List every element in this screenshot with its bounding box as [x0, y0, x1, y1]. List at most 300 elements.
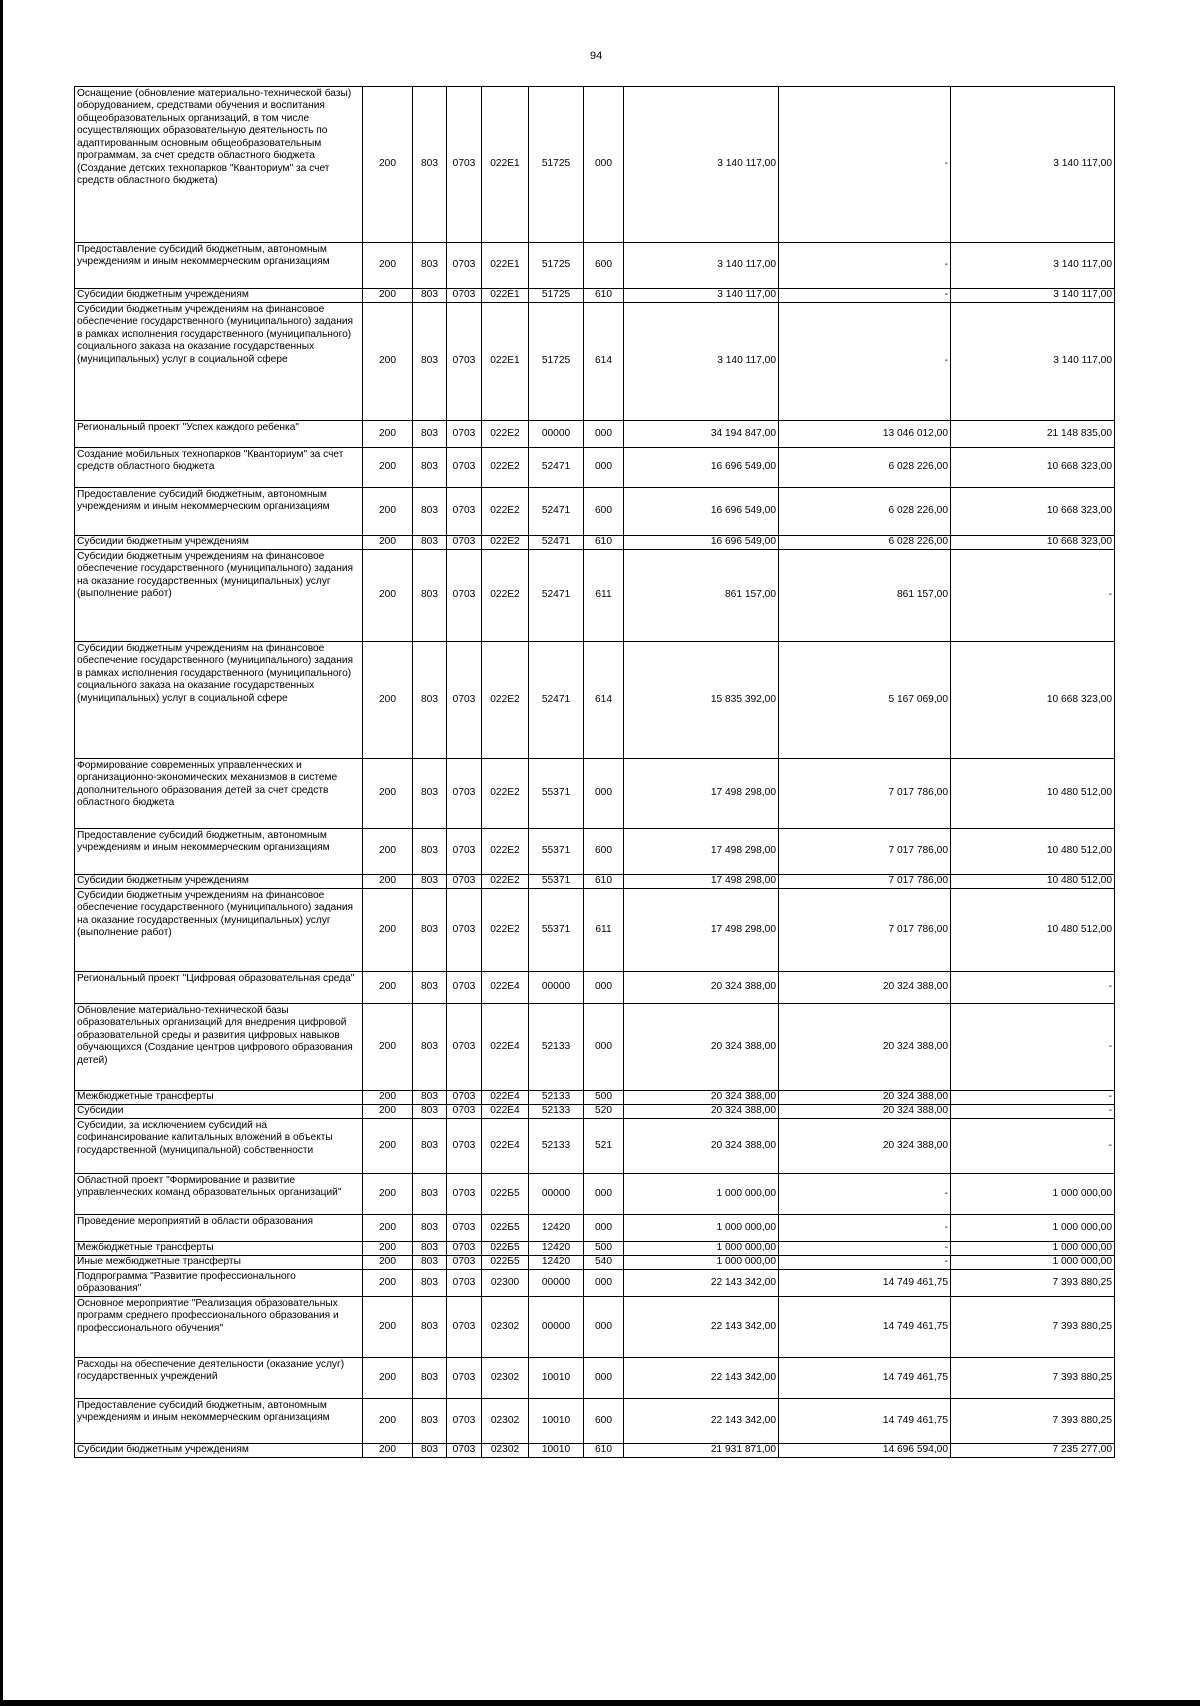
- cell-total-amount: 21 931 871,00: [624, 1443, 779, 1457]
- cell-amount-1: 6 028 226,00: [779, 488, 951, 536]
- table-row: [75, 1119, 1115, 1174]
- table-row: [75, 289, 1115, 303]
- cell-total-amount: 20 324 388,00: [624, 1004, 779, 1091]
- table-row: [75, 1215, 1115, 1242]
- cell-amount-2: 3 140 117,00: [951, 87, 1115, 243]
- cell-direction-code: 00000: [529, 1270, 584, 1297]
- cell-direction-code: 52133: [529, 1119, 584, 1174]
- cell-direction-code: 51725: [529, 303, 584, 421]
- table-row: [75, 87, 1115, 243]
- row-description: Межбюджетные трансферты: [75, 1091, 363, 1105]
- cell-subsection: 0703: [447, 1105, 482, 1119]
- cell-expense-type: 540: [584, 1256, 624, 1270]
- cell-grbs: 200: [363, 488, 413, 536]
- cell-subsection: 0703: [447, 1398, 482, 1443]
- cell-amount-2: 10 668 323,00: [951, 536, 1115, 550]
- cell-direction-code: 52471: [529, 536, 584, 550]
- table-row: [75, 889, 1115, 972]
- row-description: Обновление материально-технической базы образовательных организаций для внедрения цифровой образовательной среды и развития цифровых навыков обучающихся (Создание центров цифрового образования детей): [75, 1004, 363, 1091]
- cell-program-code: 02302: [482, 1296, 529, 1357]
- table-row: [75, 1296, 1115, 1357]
- cell-program-code: 022E2: [482, 421, 529, 448]
- cell-grbs: 200: [363, 243, 413, 289]
- cell-section: 803: [413, 1004, 447, 1091]
- cell-total-amount: 1 000 000,00: [624, 1256, 779, 1270]
- cell-subsection: 0703: [447, 303, 482, 421]
- cell-subsection: 0703: [447, 1256, 482, 1270]
- cell-direction-code: 55371: [529, 759, 584, 829]
- cell-total-amount: 34 194 847,00: [624, 421, 779, 448]
- cell-amount-2: 10 668 323,00: [951, 642, 1115, 759]
- cell-program-code: 02302: [482, 1398, 529, 1443]
- cell-program-code: 022E1: [482, 243, 529, 289]
- cell-amount-1: 20 324 388,00: [779, 1119, 951, 1174]
- table-row: [75, 421, 1115, 448]
- cell-total-amount: 3 140 117,00: [624, 289, 779, 303]
- row-description: Иные межбюджетные трансферты: [75, 1256, 363, 1270]
- cell-total-amount: 3 140 117,00: [624, 303, 779, 421]
- cell-section: 803: [413, 550, 447, 642]
- table-row: [75, 1256, 1115, 1270]
- cell-amount-1: 5 167 069,00: [779, 642, 951, 759]
- cell-grbs: 200: [363, 1105, 413, 1119]
- cell-program-code: 022E4: [482, 1105, 529, 1119]
- cell-subsection: 0703: [447, 87, 482, 243]
- row-description: Субсидии бюджетным учреждениям: [75, 875, 363, 889]
- cell-program-code: 02302: [482, 1443, 529, 1457]
- cell-subsection: 0703: [447, 1242, 482, 1256]
- cell-direction-code: 00000: [529, 421, 584, 448]
- row-description: Субсидии бюджетным учреждениям на финансовое обеспечение государственного (муниципального) задания в рамках исполнения государственного (муниципального) социального заказа на оказание государственных (муниципальных) услуг в социальной сфере: [75, 303, 363, 421]
- cell-grbs: 200: [363, 87, 413, 243]
- cell-expense-type: 610: [584, 536, 624, 550]
- cell-grbs: 200: [363, 759, 413, 829]
- cell-expense-type: 000: [584, 1296, 624, 1357]
- cell-total-amount: 22 143 342,00: [624, 1398, 779, 1443]
- cell-amount-1: 7 017 786,00: [779, 889, 951, 972]
- cell-amount-2: -: [951, 1004, 1115, 1091]
- cell-grbs: 200: [363, 1004, 413, 1091]
- cell-expense-type: 000: [584, 1174, 624, 1215]
- cell-subsection: 0703: [447, 536, 482, 550]
- cell-total-amount: 3 140 117,00: [624, 243, 779, 289]
- cell-subsection: 0703: [447, 1215, 482, 1242]
- cell-amount-1: 6 028 226,00: [779, 448, 951, 488]
- cell-grbs: 200: [363, 1174, 413, 1215]
- cell-grbs: 200: [363, 642, 413, 759]
- cell-direction-code: 52133: [529, 1105, 584, 1119]
- cell-amount-1: -: [779, 1256, 951, 1270]
- row-description: Региональный проект "Цифровая образовательная среда": [75, 972, 363, 1004]
- cell-amount-1: 14 749 461,75: [779, 1270, 951, 1297]
- table-row: [75, 243, 1115, 289]
- cell-amount-2: -: [951, 1119, 1115, 1174]
- cell-total-amount: 20 324 388,00: [624, 1119, 779, 1174]
- cell-total-amount: 1 000 000,00: [624, 1242, 779, 1256]
- cell-amount-2: 7 393 880,25: [951, 1398, 1115, 1443]
- cell-direction-code: 52133: [529, 1091, 584, 1105]
- cell-expense-type: 000: [584, 1215, 624, 1242]
- table-row: [75, 488, 1115, 536]
- table-row: [75, 1004, 1115, 1091]
- cell-amount-2: 21 148 835,00: [951, 421, 1115, 448]
- cell-section: 803: [413, 303, 447, 421]
- table-row: [75, 1105, 1115, 1119]
- cell-section: 803: [413, 536, 447, 550]
- cell-total-amount: 16 696 549,00: [624, 488, 779, 536]
- row-description: Региональный проект "Успех каждого ребенка": [75, 421, 363, 448]
- row-description: Предоставление субсидий бюджетным, автономным учреждениям и иным некоммерческим организациям: [75, 488, 363, 536]
- cell-subsection: 0703: [447, 972, 482, 1004]
- cell-expense-type: 600: [584, 243, 624, 289]
- cell-grbs: 200: [363, 1443, 413, 1457]
- cell-program-code: 022E1: [482, 87, 529, 243]
- cell-program-code: 022E4: [482, 1004, 529, 1091]
- cell-amount-1: -: [779, 87, 951, 243]
- row-description: Основное мероприятие "Реализация образовательных программ среднего профессионального образования и профессионального обучения": [75, 1296, 363, 1357]
- cell-program-code: 02300: [482, 1270, 529, 1297]
- cell-program-code: 022E4: [482, 1119, 529, 1174]
- cell-program-code: 022E2: [482, 642, 529, 759]
- cell-amount-2: 3 140 117,00: [951, 243, 1115, 289]
- cell-expense-type: 600: [584, 488, 624, 536]
- cell-section: 803: [413, 448, 447, 488]
- cell-amount-2: 10 480 512,00: [951, 759, 1115, 829]
- cell-program-code: 022Б5: [482, 1242, 529, 1256]
- table-row: [75, 1242, 1115, 1256]
- cell-grbs: 200: [363, 1296, 413, 1357]
- cell-expense-type: 000: [584, 448, 624, 488]
- cell-direction-code: 52471: [529, 448, 584, 488]
- cell-subsection: 0703: [447, 1357, 482, 1398]
- table-row: [75, 759, 1115, 829]
- cell-expense-type: 000: [584, 1004, 624, 1091]
- cell-amount-2: 10 668 323,00: [951, 448, 1115, 488]
- cell-subsection: 0703: [447, 550, 482, 642]
- cell-subsection: 0703: [447, 1296, 482, 1357]
- cell-total-amount: 20 324 388,00: [624, 1105, 779, 1119]
- cell-subsection: 0703: [447, 1119, 482, 1174]
- cell-section: 803: [413, 972, 447, 1004]
- row-description: Субсидии: [75, 1105, 363, 1119]
- cell-amount-2: 10 480 512,00: [951, 829, 1115, 875]
- cell-amount-1: 14 749 461,75: [779, 1296, 951, 1357]
- cell-grbs: 200: [363, 889, 413, 972]
- cell-amount-1: -: [779, 289, 951, 303]
- cell-amount-2: -: [951, 550, 1115, 642]
- cell-section: 803: [413, 1174, 447, 1215]
- cell-subsection: 0703: [447, 421, 482, 448]
- cell-amount-1: 20 324 388,00: [779, 972, 951, 1004]
- cell-section: 803: [413, 1242, 447, 1256]
- cell-section: 803: [413, 488, 447, 536]
- cell-amount-1: 7 017 786,00: [779, 829, 951, 875]
- cell-amount-1: -: [779, 303, 951, 421]
- cell-direction-code: 55371: [529, 889, 584, 972]
- cell-section: 803: [413, 829, 447, 875]
- cell-direction-code: 12420: [529, 1256, 584, 1270]
- cell-section: 803: [413, 87, 447, 243]
- cell-subsection: 0703: [447, 1004, 482, 1091]
- table-row: [75, 448, 1115, 488]
- cell-direction-code: 52471: [529, 488, 584, 536]
- cell-amount-2: 3 140 117,00: [951, 289, 1115, 303]
- cell-amount-1: 14 749 461,75: [779, 1357, 951, 1398]
- cell-program-code: 022Б5: [482, 1174, 529, 1215]
- cell-program-code: 022E2: [482, 488, 529, 536]
- cell-total-amount: 16 696 549,00: [624, 536, 779, 550]
- row-description: Областной проект "Формирование и развитие управленческих команд образовательных организаций": [75, 1174, 363, 1215]
- row-description: Формирование современных управленческих и организационно-экономических механизмов в системе дополнительного образования детей за счет средств областного бюджета: [75, 759, 363, 829]
- cell-amount-2: 3 140 117,00: [951, 303, 1115, 421]
- table-row: [75, 1398, 1115, 1443]
- cell-section: 803: [413, 1215, 447, 1242]
- budget-table: [74, 86, 1115, 1458]
- cell-subsection: 0703: [447, 875, 482, 889]
- cell-amount-2: 7 393 880,25: [951, 1357, 1115, 1398]
- cell-expense-type: 000: [584, 1357, 624, 1398]
- cell-subsection: 0703: [447, 243, 482, 289]
- cell-amount-1: 7 017 786,00: [779, 875, 951, 889]
- cell-amount-2: 7 235 277,00: [951, 1443, 1115, 1457]
- cell-program-code: 022E1: [482, 289, 529, 303]
- cell-grbs: 200: [363, 875, 413, 889]
- cell-total-amount: 20 324 388,00: [624, 972, 779, 1004]
- cell-section: 803: [413, 243, 447, 289]
- cell-amount-1: 20 324 388,00: [779, 1091, 951, 1105]
- cell-section: 803: [413, 1357, 447, 1398]
- cell-expense-type: 521: [584, 1119, 624, 1174]
- row-description: Предоставление субсидий бюджетным, автономным учреждениям и иным некоммерческим организациям: [75, 243, 363, 289]
- cell-section: 803: [413, 759, 447, 829]
- table-row: [75, 1443, 1115, 1457]
- cell-amount-1: 861 157,00: [779, 550, 951, 642]
- scan-bottom-edge: [0, 1700, 1200, 1706]
- cell-total-amount: 15 835 392,00: [624, 642, 779, 759]
- cell-total-amount: 22 143 342,00: [624, 1357, 779, 1398]
- cell-program-code: 022E2: [482, 550, 529, 642]
- cell-expense-type: 610: [584, 875, 624, 889]
- table-row: [75, 550, 1115, 642]
- table-row: [75, 1091, 1115, 1105]
- cell-expense-type: 600: [584, 1398, 624, 1443]
- cell-amount-2: -: [951, 972, 1115, 1004]
- cell-direction-code: 00000: [529, 1296, 584, 1357]
- cell-subsection: 0703: [447, 289, 482, 303]
- cell-direction-code: 55371: [529, 875, 584, 889]
- cell-amount-1: 20 324 388,00: [779, 1105, 951, 1119]
- row-description: Проведение мероприятий в области образования: [75, 1215, 363, 1242]
- cell-expense-type: 000: [584, 1270, 624, 1297]
- cell-grbs: 200: [363, 303, 413, 421]
- cell-amount-1: 6 028 226,00: [779, 536, 951, 550]
- cell-grbs: 200: [363, 1398, 413, 1443]
- cell-direction-code: 12420: [529, 1215, 584, 1242]
- cell-grbs: 200: [363, 448, 413, 488]
- cell-amount-1: 7 017 786,00: [779, 759, 951, 829]
- cell-total-amount: 17 498 298,00: [624, 829, 779, 875]
- row-description: Подпрограмма "Развитие профессионального образования": [75, 1270, 363, 1297]
- row-description: Межбюджетные трансферты: [75, 1242, 363, 1256]
- cell-program-code: 022E4: [482, 1091, 529, 1105]
- cell-amount-2: 7 393 880,25: [951, 1270, 1115, 1297]
- cell-grbs: 200: [363, 972, 413, 1004]
- cell-direction-code: 00000: [529, 972, 584, 1004]
- cell-amount-1: -: [779, 243, 951, 289]
- row-description: Субсидии бюджетным учреждениям на финансовое обеспечение государственного (муниципального) задания на оказание государственных (муниципальных) услуг (выполнение работ): [75, 550, 363, 642]
- cell-grbs: 200: [363, 1357, 413, 1398]
- cell-amount-2: 10 480 512,00: [951, 889, 1115, 972]
- cell-subsection: 0703: [447, 642, 482, 759]
- cell-subsection: 0703: [447, 1443, 482, 1457]
- cell-section: 803: [413, 1270, 447, 1297]
- cell-amount-2: 10 668 323,00: [951, 488, 1115, 536]
- cell-program-code: 02302: [482, 1357, 529, 1398]
- cell-section: 803: [413, 1296, 447, 1357]
- cell-grbs: 200: [363, 1270, 413, 1297]
- cell-grbs: 200: [363, 1256, 413, 1270]
- cell-total-amount: 22 143 342,00: [624, 1270, 779, 1297]
- cell-amount-2: -: [951, 1105, 1115, 1119]
- cell-expense-type: 610: [584, 289, 624, 303]
- cell-direction-code: 52471: [529, 550, 584, 642]
- table-row: [75, 1174, 1115, 1215]
- cell-program-code: 022E2: [482, 759, 529, 829]
- cell-expense-type: 000: [584, 87, 624, 243]
- cell-subsection: 0703: [447, 1091, 482, 1105]
- cell-grbs: 200: [363, 1242, 413, 1256]
- cell-subsection: 0703: [447, 759, 482, 829]
- cell-program-code: 022E2: [482, 448, 529, 488]
- cell-total-amount: 1 000 000,00: [624, 1174, 779, 1215]
- table-row: [75, 829, 1115, 875]
- cell-program-code: 022E2: [482, 875, 529, 889]
- scan-left-edge: [0, 0, 3, 1706]
- table-row: [75, 303, 1115, 421]
- cell-total-amount: 3 140 117,00: [624, 87, 779, 243]
- cell-direction-code: 51725: [529, 289, 584, 303]
- cell-program-code: 022Б5: [482, 1215, 529, 1242]
- cell-section: 803: [413, 889, 447, 972]
- table-row: [75, 972, 1115, 1004]
- cell-grbs: 200: [363, 829, 413, 875]
- table-row: [75, 1357, 1115, 1398]
- row-description: Расходы на обеспечение деятельности (оказание услуг) государственных учреждений: [75, 1357, 363, 1398]
- cell-total-amount: 17 498 298,00: [624, 875, 779, 889]
- cell-expense-type: 520: [584, 1105, 624, 1119]
- row-description: Субсидии бюджетным учреждениям: [75, 1443, 363, 1457]
- cell-direction-code: 12420: [529, 1242, 584, 1256]
- cell-expense-type: 000: [584, 759, 624, 829]
- cell-direction-code: 52471: [529, 642, 584, 759]
- cell-direction-code: 51725: [529, 243, 584, 289]
- cell-section: 803: [413, 1119, 447, 1174]
- table-row: [75, 1270, 1115, 1297]
- cell-amount-1: 20 324 388,00: [779, 1004, 951, 1091]
- cell-amount-1: -: [779, 1215, 951, 1242]
- row-description: Предоставление субсидий бюджетным, автономным учреждениям и иным некоммерческим организациям: [75, 829, 363, 875]
- cell-section: 803: [413, 289, 447, 303]
- cell-expense-type: 500: [584, 1242, 624, 1256]
- cell-subsection: 0703: [447, 488, 482, 536]
- row-description: Субсидии бюджетным учреждениям: [75, 536, 363, 550]
- cell-amount-1: 14 696 594,00: [779, 1443, 951, 1457]
- cell-subsection: 0703: [447, 1174, 482, 1215]
- cell-direction-code: 10010: [529, 1357, 584, 1398]
- cell-total-amount: 16 696 549,00: [624, 448, 779, 488]
- table-row: [75, 642, 1115, 759]
- cell-expense-type: 500: [584, 1091, 624, 1105]
- cell-grbs: 200: [363, 1091, 413, 1105]
- cell-grbs: 200: [363, 1119, 413, 1174]
- cell-total-amount: 861 157,00: [624, 550, 779, 642]
- cell-program-code: 022E2: [482, 536, 529, 550]
- cell-amount-2: 1 000 000,00: [951, 1174, 1115, 1215]
- cell-direction-code: 10010: [529, 1398, 584, 1443]
- cell-amount-1: -: [779, 1242, 951, 1256]
- page-number: 94: [590, 50, 603, 62]
- cell-total-amount: 1 000 000,00: [624, 1215, 779, 1242]
- cell-section: 803: [413, 1398, 447, 1443]
- cell-expense-type: 600: [584, 829, 624, 875]
- cell-section: 803: [413, 642, 447, 759]
- cell-program-code: 022Б5: [482, 1256, 529, 1270]
- cell-grbs: 200: [363, 1215, 413, 1242]
- cell-total-amount: 22 143 342,00: [624, 1296, 779, 1357]
- cell-program-code: 022E4: [482, 972, 529, 1004]
- cell-total-amount: 17 498 298,00: [624, 759, 779, 829]
- cell-direction-code: 10010: [529, 1443, 584, 1457]
- cell-section: 803: [413, 1256, 447, 1270]
- row-description: Создание мобильных технопарков "Кванториум" за счет средств областного бюджета: [75, 448, 363, 488]
- cell-expense-type: 614: [584, 303, 624, 421]
- cell-section: 803: [413, 875, 447, 889]
- row-description: Субсидии бюджетным учреждениям: [75, 289, 363, 303]
- cell-section: 803: [413, 1105, 447, 1119]
- cell-expense-type: 610: [584, 1443, 624, 1457]
- cell-amount-2: 1 000 000,00: [951, 1256, 1115, 1270]
- cell-subsection: 0703: [447, 829, 482, 875]
- cell-grbs: 200: [363, 421, 413, 448]
- cell-section: 803: [413, 1091, 447, 1105]
- table-row: [75, 536, 1115, 550]
- cell-total-amount: 20 324 388,00: [624, 1091, 779, 1105]
- cell-program-code: 022E2: [482, 829, 529, 875]
- cell-amount-2: 10 480 512,00: [951, 875, 1115, 889]
- cell-subsection: 0703: [447, 1270, 482, 1297]
- cell-expense-type: 611: [584, 889, 624, 972]
- cell-subsection: 0703: [447, 889, 482, 972]
- cell-section: 803: [413, 421, 447, 448]
- cell-total-amount: 17 498 298,00: [624, 889, 779, 972]
- cell-expense-type: 614: [584, 642, 624, 759]
- cell-expense-type: 000: [584, 421, 624, 448]
- row-description: Субсидии, за исключением субсидий на софинансирование капитальных вложений в объекты государственной (муниципальной) собственности: [75, 1119, 363, 1174]
- cell-expense-type: 000: [584, 972, 624, 1004]
- cell-grbs: 200: [363, 289, 413, 303]
- cell-amount-2: 7 393 880,25: [951, 1296, 1115, 1357]
- cell-grbs: 200: [363, 550, 413, 642]
- cell-direction-code: 55371: [529, 829, 584, 875]
- cell-amount-1: 14 749 461,75: [779, 1398, 951, 1443]
- cell-amount-1: -: [779, 1174, 951, 1215]
- cell-expense-type: 611: [584, 550, 624, 642]
- table-row: [75, 875, 1115, 889]
- cell-amount-1: 13 046 012,00: [779, 421, 951, 448]
- cell-grbs: 200: [363, 536, 413, 550]
- cell-program-code: 022E1: [482, 303, 529, 421]
- row-description: Предоставление субсидий бюджетным, автономным учреждениям и иным некоммерческим организациям: [75, 1398, 363, 1443]
